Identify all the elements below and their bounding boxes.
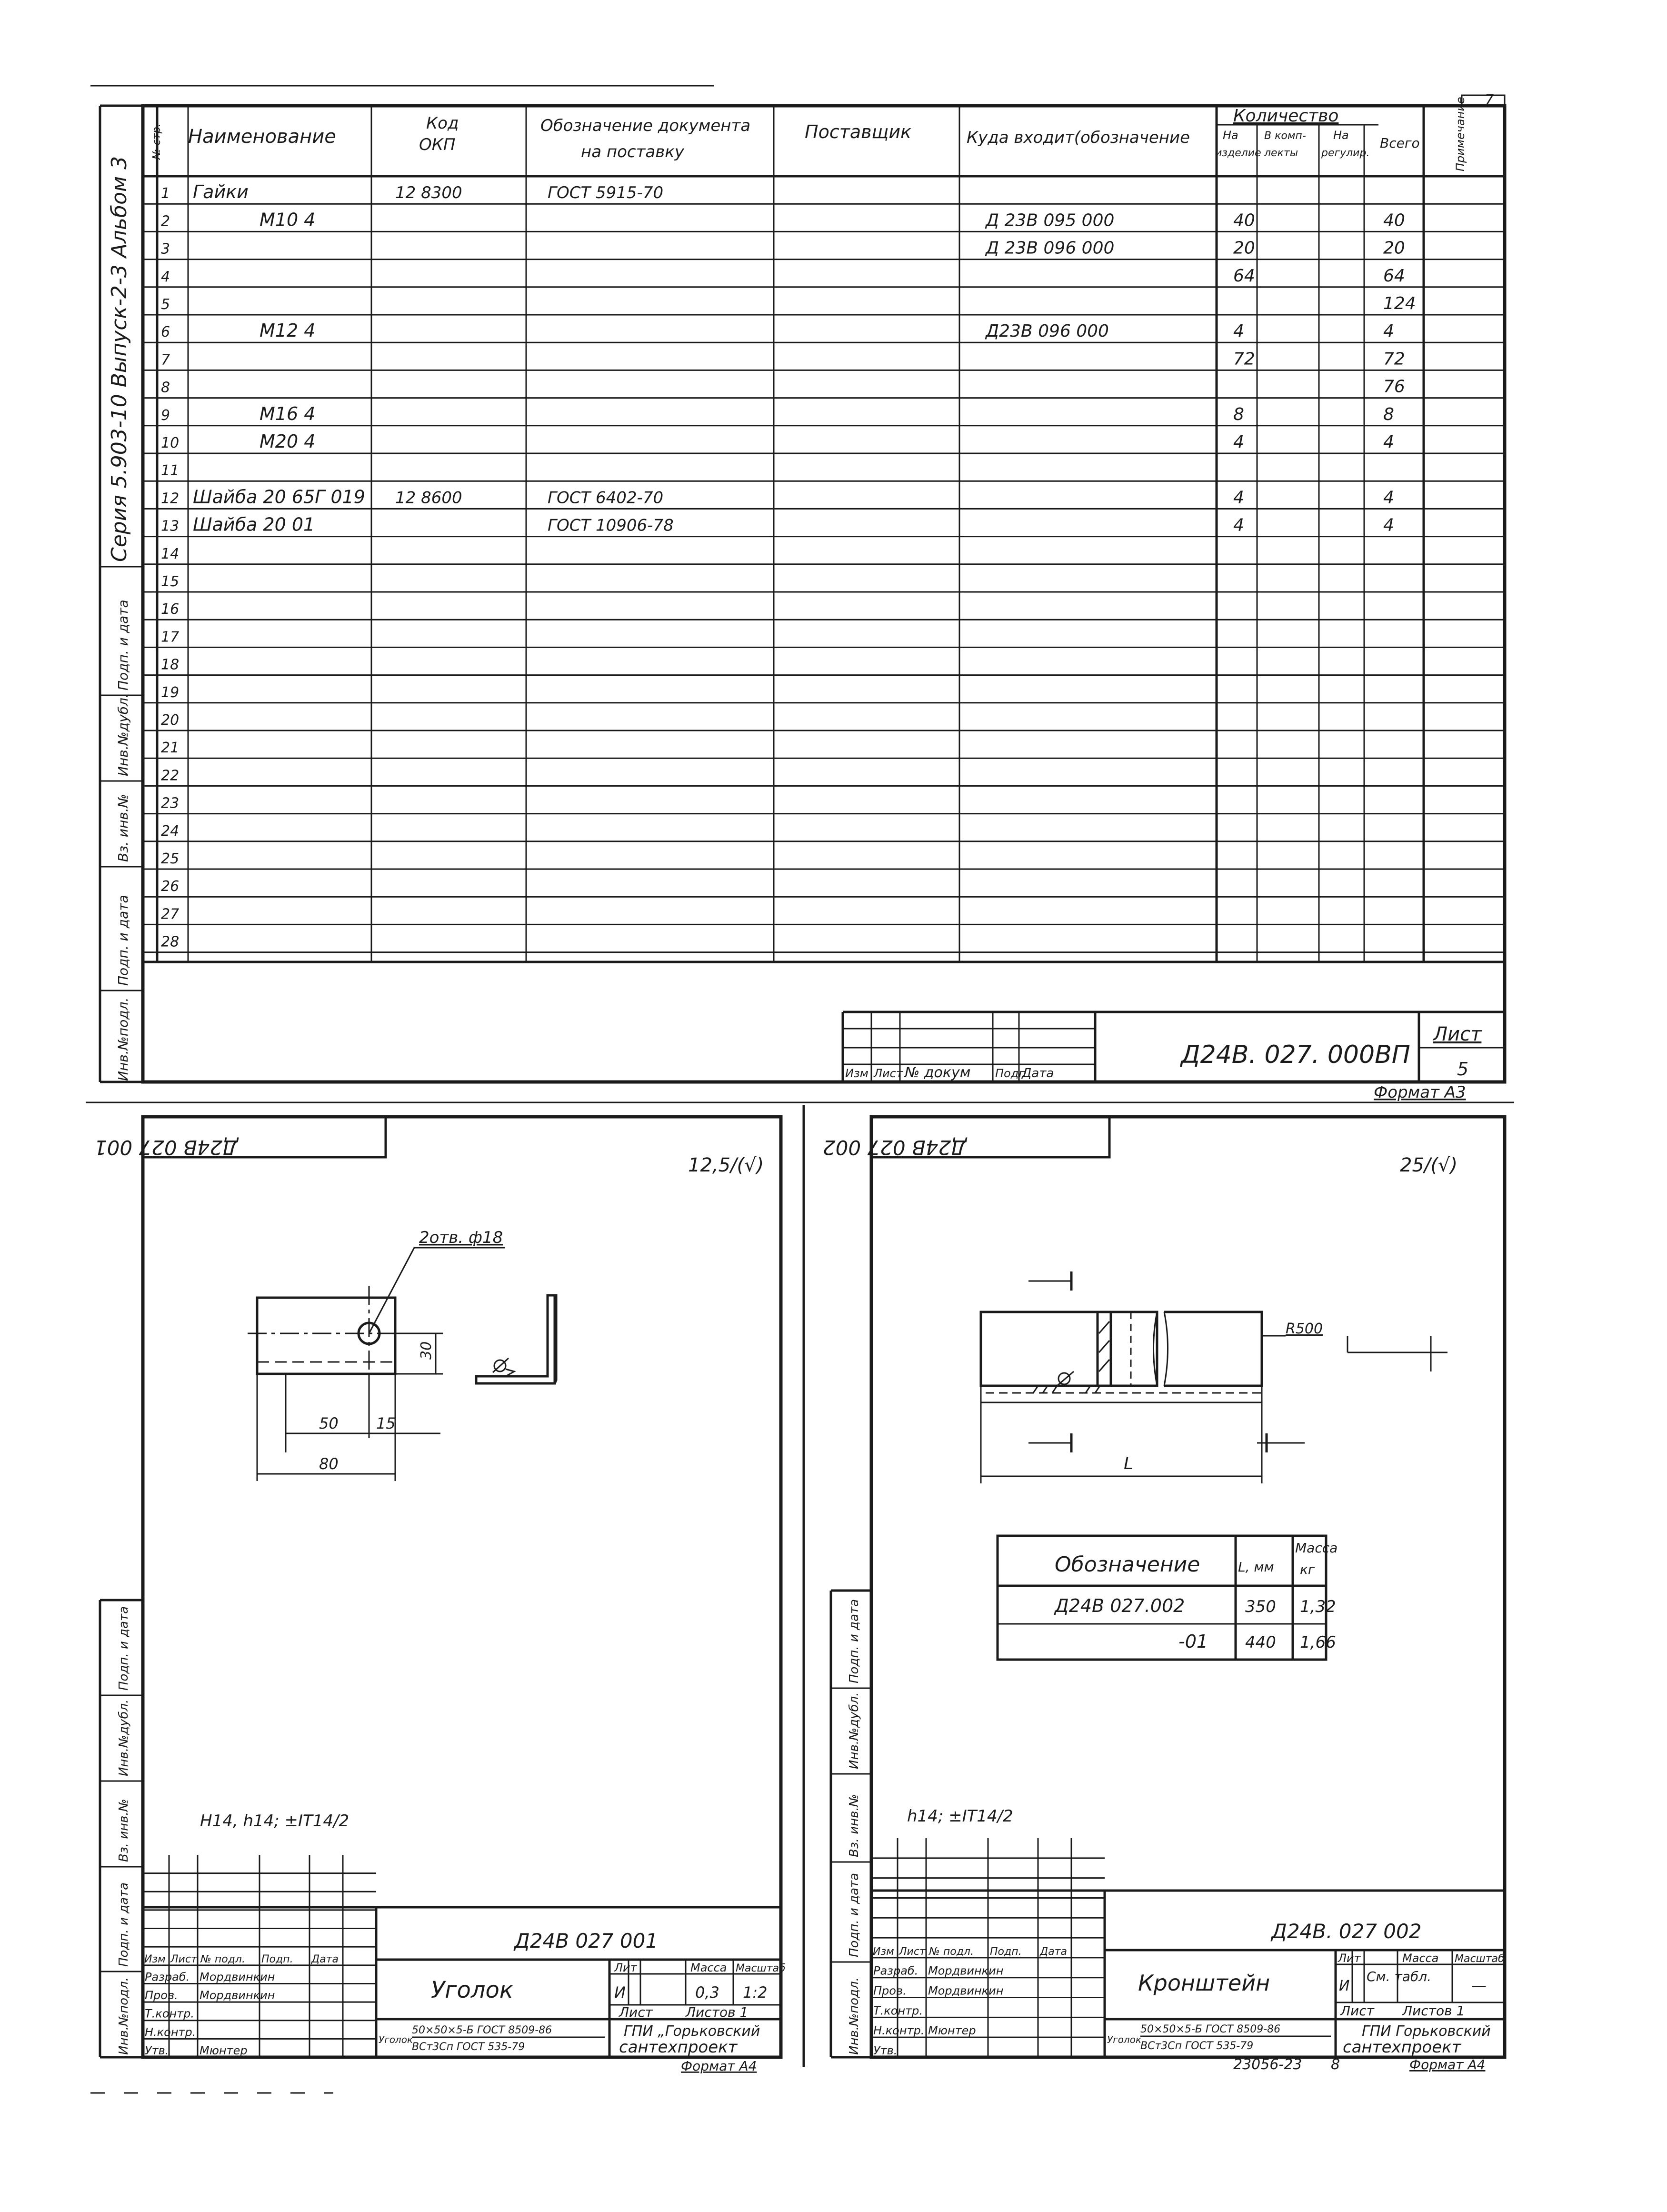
svg-text:изделие: изделие [1215, 147, 1261, 159]
spec-row-1-n: 1 [161, 185, 170, 202]
spec-row-12-n: 12 [161, 490, 180, 507]
svg-text:Подп. и дата: Подп. и дата [847, 1872, 861, 1957]
svg-text:Листов 1: Листов 1 [1402, 2003, 1465, 2019]
left-tb-code: Д24В 027 001 [514, 1929, 659, 1952]
header-supplier: Поставщик [805, 121, 911, 142]
spec-row-6-n: 6 [161, 324, 170, 341]
svg-text:№ подл.: № подл. [200, 1953, 245, 1965]
spec-row-1-doc: ГОСТ 5915-70 [548, 183, 664, 203]
spec-row-5-total: 124 [1383, 294, 1416, 313]
svg-text:Лист: Лист [170, 1953, 197, 1965]
svg-text:сантехпроект: сантехпроект [619, 2038, 738, 2057]
svg-text:Изм: Изм [873, 1945, 894, 1958]
svg-text:Масса: Масса [1402, 1952, 1439, 1965]
left-signer-0: Мордвинкин [200, 1970, 275, 1984]
spec-row-13-n: 13 [161, 518, 180, 535]
svg-text:Вз. инв.№: Вз. инв.№ [847, 1794, 861, 1857]
spec-row-10-n: 10 [161, 435, 180, 451]
left-dim-15: 15 [376, 1414, 396, 1432]
svg-text:№ подл.: № подл. [929, 1945, 974, 1958]
left-frame [143, 1117, 781, 2057]
right-mass: См. табл. [1367, 1969, 1432, 1984]
spec-row-16-n: 16 [161, 601, 180, 618]
spec-row-9-n: 9 [161, 407, 170, 424]
spec-row-10-name: М20 4 [260, 431, 316, 452]
spec-row-1-name: Гайки [193, 181, 249, 203]
margin-stamp-2: Вз. инв.№ [115, 794, 131, 862]
left-roughness: 12,5/(√) [688, 1154, 764, 1176]
archive-sheet: 8 [1331, 2056, 1340, 2073]
spec-row-2-where: Д 23В 095 000 [986, 210, 1115, 230]
spec-row-3-total: 20 [1383, 238, 1405, 258]
svg-text:лекты: лекты [1264, 147, 1298, 159]
svg-text:На: На [1333, 129, 1349, 142]
svg-text:Инв.№подл.: Инв.№подл. [847, 1977, 861, 2055]
svg-text:И: И [1339, 1978, 1350, 1994]
left-tolerance-note: Н14, h14; ±IT14/2 [200, 1812, 349, 1831]
spec-row-2-n: 2 [161, 213, 170, 230]
right-signer-1: Мордвинкин [928, 1984, 1004, 1998]
svg-text:В комп-: В комп- [1264, 130, 1306, 142]
table-h-designation: Обозначение [1055, 1552, 1200, 1577]
format-a3: Формат А3 [1374, 1083, 1466, 1102]
svg-text:Масштаб: Масштаб [1455, 1953, 1505, 1965]
spec-row-13-item: 4 [1233, 515, 1244, 535]
svg-text:На: На [1223, 129, 1238, 142]
spec-row-3-n: 3 [161, 240, 170, 258]
spec-row-13-name: Шайба 20 01 [193, 514, 315, 535]
right-role-0: Разраб. [873, 1964, 918, 1978]
spec-row-24-n: 24 [161, 822, 180, 840]
right-tolerance-note: h14; ±IT14/2 [907, 1807, 1013, 1826]
spec-row-4-total: 64 [1383, 266, 1405, 286]
header-name: Наименование [188, 126, 336, 148]
spec-row-18-n: 18 [161, 656, 180, 673]
header-pos: № стр. [151, 123, 163, 160]
svg-text:Лит: Лит [614, 1961, 637, 1974]
spec-row-28-n: 28 [161, 933, 180, 951]
spec-row-10-item: 4 [1233, 432, 1244, 452]
spec-row-lines [143, 204, 1505, 962]
left-hole-note: 2отв. ф18 [419, 1228, 503, 1247]
left-drawing [94, 1117, 786, 2074]
spec-row-19-n: 19 [161, 684, 180, 701]
spec-row-6-where: Д23В 096 000 [986, 321, 1109, 341]
right-tb-code: Д24В. 027 002 [1271, 1920, 1422, 1943]
svg-text:Подп. и дата: Подп. и дата [117, 1882, 131, 1967]
right-dim-l: L [1124, 1454, 1134, 1473]
table-row-0-l: 350 [1245, 1597, 1276, 1616]
spec-row-9-item: 8 [1233, 404, 1244, 424]
svg-text:Лист: Лист [874, 1067, 903, 1080]
spec-row-5-n: 5 [161, 296, 170, 313]
margin-stamp-4: Подп. и дата [115, 600, 131, 691]
left-signer-1: Мордвинкин [200, 1989, 275, 2002]
header-total: Всего [1380, 135, 1420, 151]
svg-text:Масса: Масса [1295, 1540, 1338, 1556]
svg-text:Вз. инв.№: Вз. инв.№ [117, 1799, 131, 1862]
header-qty: Количество [1233, 106, 1339, 126]
right-part-name: Кронштейн [1138, 1970, 1270, 1996]
right-role-1: Пров. [873, 1984, 907, 1998]
spec-row-7-n: 7 [161, 351, 170, 369]
spec-row-26-n: 26 [161, 878, 180, 895]
margin-stamp-3: Инв.№дубл. [115, 693, 131, 776]
right-dim-r: R500 [1286, 1321, 1323, 1337]
svg-text:Уголок: Уголок [1107, 2034, 1142, 2045]
header-note: Примечание [1454, 97, 1467, 171]
spec-row-1-code: 12 8300 [395, 183, 462, 203]
spec-row-2-total: 40 [1383, 210, 1405, 230]
right-format: Формат А4 [1409, 2057, 1486, 2072]
right-role-4: Утв. [873, 2044, 898, 2057]
svg-text:Листов 1: Листов 1 [686, 2004, 749, 2020]
left-role-4: Утв. [145, 2044, 169, 2057]
svg-text:Подп.: Подп. [990, 1945, 1022, 1958]
spec-row-22-n: 22 [161, 767, 180, 784]
right-signer-0: Мордвинкин [928, 1964, 1004, 1978]
header-where: Куда входит(обозначение [967, 128, 1190, 147]
right-size-table [998, 1536, 1338, 1660]
left-part-name: Уголок [431, 1977, 513, 2003]
spec-designation: Д24В. 027. 000ВП [1181, 1041, 1410, 1069]
spec-sheet-no: 5 [1457, 1059, 1469, 1080]
left-angle-profile [476, 1295, 556, 1383]
svg-text:Изм: Изм [845, 1067, 868, 1080]
svg-text:№ докум: № докум [905, 1064, 971, 1081]
left-dim-30: 30 [418, 1341, 435, 1360]
table-row-1-d: -01 [1178, 1631, 1208, 1652]
right-drawing [823, 1117, 1505, 2073]
left-signer-4: Мюнтер [200, 2044, 248, 2057]
spec-row-25-n: 25 [161, 851, 180, 867]
svg-text:Уголок: Уголок [379, 2034, 413, 2045]
spec-row-13-doc: ГОСТ 10906-78 [548, 516, 674, 535]
svg-text:кг: кг [1300, 1561, 1315, 1577]
right-signer-3: Мюнтер [928, 2024, 976, 2038]
spec-row-6-item: 4 [1233, 321, 1244, 341]
header-doc-2: на поставку [581, 142, 684, 161]
spec-row-10-total: 4 [1383, 432, 1394, 452]
page-number: 7 [1485, 92, 1494, 109]
svg-text:ГПИ „Горьковский: ГПИ „Горьковский [624, 2023, 760, 2040]
spec-row-3-item: 20 [1233, 238, 1255, 258]
svg-text:регулир.: регулир. [1321, 147, 1370, 159]
right-bracket-right [1164, 1312, 1262, 1386]
spec-row-20-n: 20 [161, 712, 180, 729]
spec-row-4-item: 64 [1233, 266, 1255, 286]
spec-row-27-n: 27 [161, 906, 180, 923]
spec-row-8-total: 76 [1383, 377, 1405, 397]
svg-text:Подп. и дата: Подп. и дата [847, 1599, 861, 1683]
svg-text:сантехпроект: сантехпроект [1343, 2038, 1461, 2057]
left-format: Формат А4 [681, 2058, 757, 2074]
spec-row-23-n: 23 [161, 795, 180, 812]
svg-text:Масса: Масса [690, 1961, 727, 1974]
right-rotated-code: Д24В 027 002 [822, 1136, 967, 1159]
svg-text:Лист: Лист [1340, 2003, 1374, 2019]
spec-row-12-name: Шайба 20 65Г 019 [193, 486, 365, 508]
left-dim-80: 80 [319, 1455, 339, 1473]
spec-row-7-item: 72 [1233, 349, 1255, 369]
spec-header [151, 97, 1467, 171]
left-role-1: Пров. [145, 1989, 178, 2002]
spec-row-2-name: М10 4 [260, 209, 316, 230]
spec-outer-border [143, 106, 1505, 1082]
margin-series: Серия 5.903-10 Выпуск-2-3 Альбом 3 [107, 156, 131, 562]
svg-text:50×50×5-Б ГОСТ 8509-86: 50×50×5-Б ГОСТ 8509-86 [1140, 2023, 1281, 2035]
header-doc-1: Обозначение документа [540, 116, 751, 135]
spec-row-13-total: 4 [1383, 515, 1394, 535]
left-dim-50: 50 [319, 1414, 339, 1432]
svg-text:ВСт3Сп ГОСТ 535-79: ВСт3Сп ГОСТ 535-79 [1140, 2040, 1254, 2052]
left-role-2: Т.контр. [145, 2007, 195, 2021]
spec-row-21-n: 21 [161, 740, 180, 757]
table-row-0-d: Д24В 027.002 [1055, 1595, 1185, 1616]
spec-row-17-n: 17 [161, 629, 180, 646]
spec-row-8-n: 8 [161, 379, 170, 396]
spec-row-14-n: 14 [161, 545, 180, 562]
spec-row-15-n: 15 [161, 573, 180, 590]
svg-text:Инв.№дубл.: Инв.№дубл. [847, 1692, 861, 1769]
left-scale: 1:2 [743, 1983, 768, 2002]
svg-text:Инв.№дубл.: Инв.№дубл. [117, 1699, 131, 1776]
svg-text:Дата: Дата [1022, 1066, 1054, 1081]
right-roughness: 25/(√) [1400, 1154, 1458, 1176]
right-role-3: Н.контр. [873, 2024, 925, 2038]
right-scale: — [1471, 1976, 1487, 1994]
spec-row-12-code: 12 8600 [395, 488, 462, 508]
svg-text:Дата: Дата [1040, 1945, 1067, 1958]
svg-text:50×50×5-Б ГОСТ 8509-86: 50×50×5-Б ГОСТ 8509-86 [412, 2024, 552, 2036]
table-h-l: L, мм [1238, 1559, 1274, 1575]
table-row-1-l: 440 [1245, 1633, 1276, 1652]
svg-text:И: И [614, 1983, 626, 2002]
spec-frame [100, 92, 1505, 1082]
header-code-1: Код [426, 114, 459, 133]
svg-text:Подп.: Подп. [261, 1953, 293, 1965]
svg-text:Лит: Лит [1338, 1952, 1361, 1965]
spec-row-12-doc: ГОСТ 6402-70 [548, 488, 664, 508]
left-role-3: Н.контр. [145, 2025, 196, 2039]
margin-stamp-1: Подп. и дата [115, 895, 131, 986]
spec-row-4-n: 4 [161, 268, 170, 285]
svg-text:Лист: Лист [1433, 1023, 1482, 1045]
svg-text:ВСт3Сп ГОСТ 535-79: ВСт3Сп ГОСТ 535-79 [412, 2041, 525, 2053]
spec-row-12-total: 4 [1383, 488, 1394, 508]
spec-row-3-where: Д 23В 096 000 [986, 238, 1115, 258]
svg-text:Подп.: Подп. [995, 1067, 1030, 1080]
spec-row-6-name: М12 4 [260, 320, 316, 341]
svg-text:Масштаб: Масштаб [736, 1962, 786, 1974]
left-rotated-code: Д24В 027 001 [94, 1136, 238, 1159]
margin-stamp-0: Инв.№подл. [115, 997, 131, 1081]
spec-row-12-item: 4 [1233, 488, 1244, 508]
spec-row-7-total: 72 [1383, 349, 1405, 369]
left-mass: 0,3 [695, 1983, 719, 2002]
spec-row-2-item: 40 [1233, 210, 1255, 230]
spec-row-9-name: М16 4 [260, 403, 316, 424]
svg-text:ГПИ Горьковский: ГПИ Горьковский [1362, 2023, 1491, 2040]
spec-rows [161, 181, 1416, 950]
header-code-2: ОКП [419, 135, 456, 154]
spec-row-9-total: 8 [1383, 404, 1394, 424]
table-row-0-m: 1,32 [1300, 1597, 1336, 1616]
left-role-0: Разраб. [145, 1970, 190, 1984]
svg-text:Инв.№подл.: Инв.№подл. [117, 1977, 131, 2055]
right-role-2: Т.контр. [873, 2004, 923, 2018]
svg-text:Подп. и дата: Подп. и дата [117, 1606, 131, 1691]
spec-row-11-n: 11 [161, 462, 180, 480]
spec-title-block [843, 1012, 1505, 1082]
svg-text:Лист: Лист [619, 2004, 653, 2020]
table-row-1-m: 1,66 [1300, 1633, 1336, 1652]
spec-row-6-total: 4 [1383, 321, 1394, 341]
svg-text:Дата: Дата [311, 1953, 339, 1965]
archive-no: 23056-23 [1233, 2056, 1302, 2073]
svg-text:Изм: Изм [144, 1953, 166, 1965]
svg-text:Лист: Лист [899, 1945, 926, 1958]
